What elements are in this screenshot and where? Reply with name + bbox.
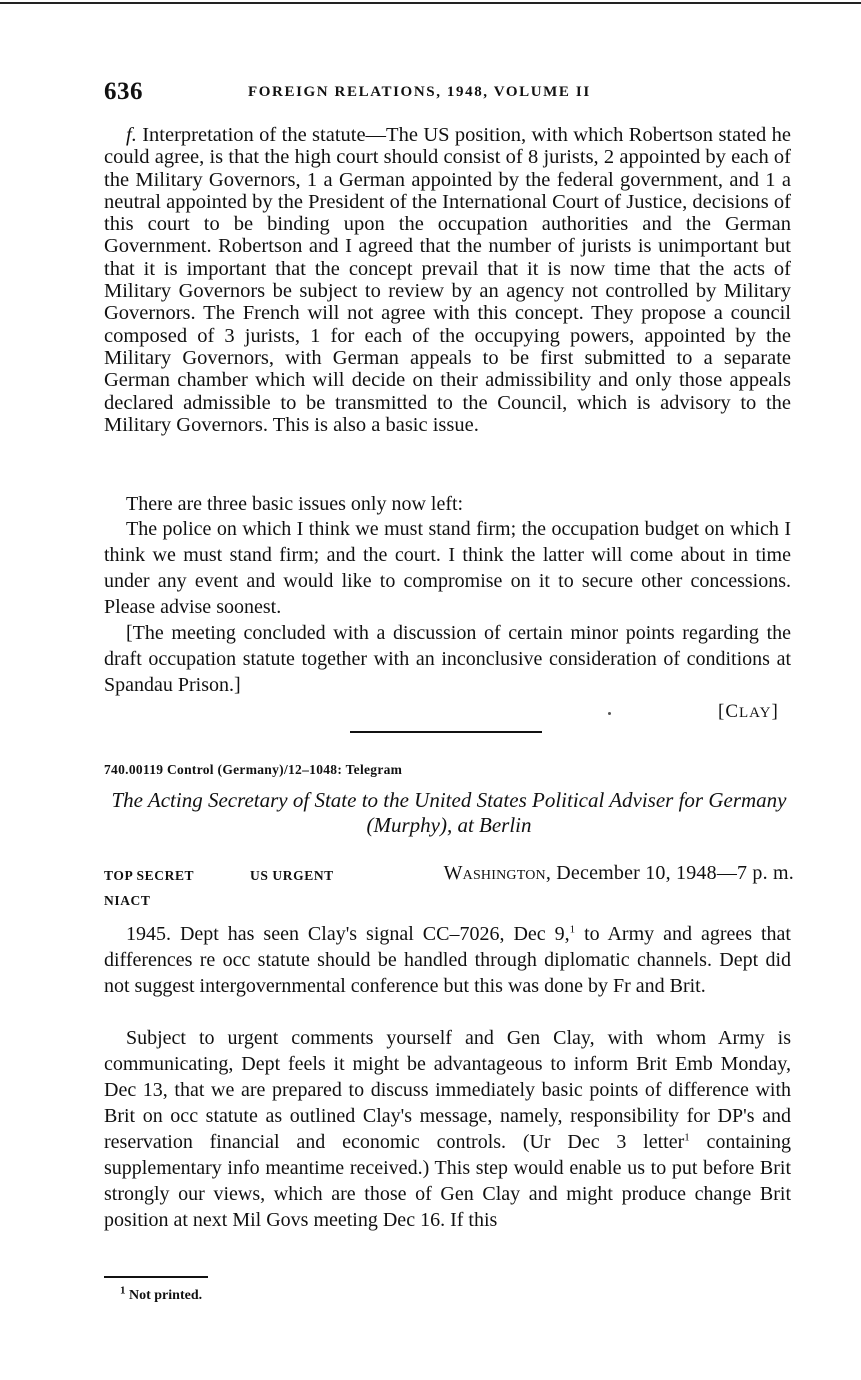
niact-label: NIACT (104, 893, 151, 908)
dateline (444, 862, 794, 885)
top-border-rule (0, 2, 861, 4)
telegram-paragraph-2-text: Subject to urgent comments yourself and Gen Clay, with whom Army is communicating, Dept feels it might be advantageous to inform Brit Emb Monday, Dec 13, that we are prepared to discuss immediately basic points of difference with Brit on occ statute as outlined Clay's message, namely, responsibility for DP's and reservation financial and economic controls. (Ur Dec 3 letter (104, 1027, 791, 1153)
footnote-ref: 1 (569, 923, 576, 936)
page-number: 636 (104, 78, 143, 105)
signature: [CLAY] (718, 701, 779, 722)
footnote (120, 1284, 203, 1304)
meeting-paragraph: [The meeting concluded with a discussion of certain minor points regarding the draft occupation statute together with an inconclusive consideration of conditions at Spandau Prison.] (104, 622, 791, 696)
classification: TOP SECRET (104, 868, 195, 883)
telegram-paragraph-1-rest: to Army and agrees that differences re occ statute should be handled through diplomatic channels. Dept did not suggest intergovernmental conference but this was done by Fr and Brit. (104, 923, 791, 997)
file-reference: 740.00119 Control (Germany)/12–1048: Telegram (104, 762, 403, 777)
footnote-ref: 1 (684, 1131, 690, 1144)
priority: US URGENT (250, 868, 334, 883)
scan-speck (608, 712, 611, 715)
section-f-text: Interpretation of the statute—The US position, with which Robertson stated he could agree, is that the high court should consist of 8 jurists, 2 appointed by each of the Military Governors, 1 a German appointed by the federal government, and 1 a neutral appointed by the President of the International Court of Justice, decisions of this court to be binding upon the occupation authorities and the German Government. Robertson and I agreed that the number of jurists is unimportant but that it is important that the concept prevail that it is now time that the acts of Military Governors be subject to review by an agency not controlled by Military Governors. The French will not agree with this concept. They propose a council composed of 3 jurists, 1 for each of the occupying powers, appointed by the Military Governors, with German appeals to be first submitted to a separate German chamber which will decide on their admissibility and only those appeals declared admissible to be transmitted to the Council, which is advisory to the Military Governors. This is also a basic issue. (104, 124, 791, 436)
telegram-paragraph-1-text: 1945. Dept has seen Clay's signal CC–7026, Dec 9, (126, 923, 570, 945)
section-f-label: f. (126, 124, 137, 146)
page-header (104, 78, 794, 108)
document-title: The Acting Secretary of State to the United States Political Adviser for Germany (Murphy), at Berlin (111, 788, 787, 837)
dateline-date: December 10, 1948—7 p. m. (556, 862, 794, 884)
telegram-paragraph-1 (104, 921, 791, 999)
section-f-paragraph (104, 124, 791, 436)
telegram-paragraph-2 (104, 1025, 791, 1233)
issues-paragraph: There are three basic issues only now left: (126, 493, 464, 515)
footnote-rule (104, 1276, 208, 1278)
running-head: FOREIGN RELATIONS, 1948, VOLUME II (248, 84, 591, 100)
telegram-paragraph-2-rest: containing supplementary info meantime received.) This step would enable us to put before Brit strongly our views, which are those of Gen Clay and might produce change Brit position at next Mil Govs meeting Dec 16. If this (104, 1131, 791, 1231)
telegram-meta (104, 862, 794, 888)
footnote-marker: 1 (120, 1284, 126, 1297)
dateline-place: Washington, (443, 862, 552, 884)
section-divider (350, 731, 542, 733)
footnote-text: Not printed. (129, 1288, 203, 1303)
police-paragraph: The police on which I think we must stand firm; the occupation budget on which I think we must stand firm; and the court. I think the latter will come about in time under any event and would like to compromise on it to secure other concessions. Please advise soonest. (104, 518, 791, 618)
